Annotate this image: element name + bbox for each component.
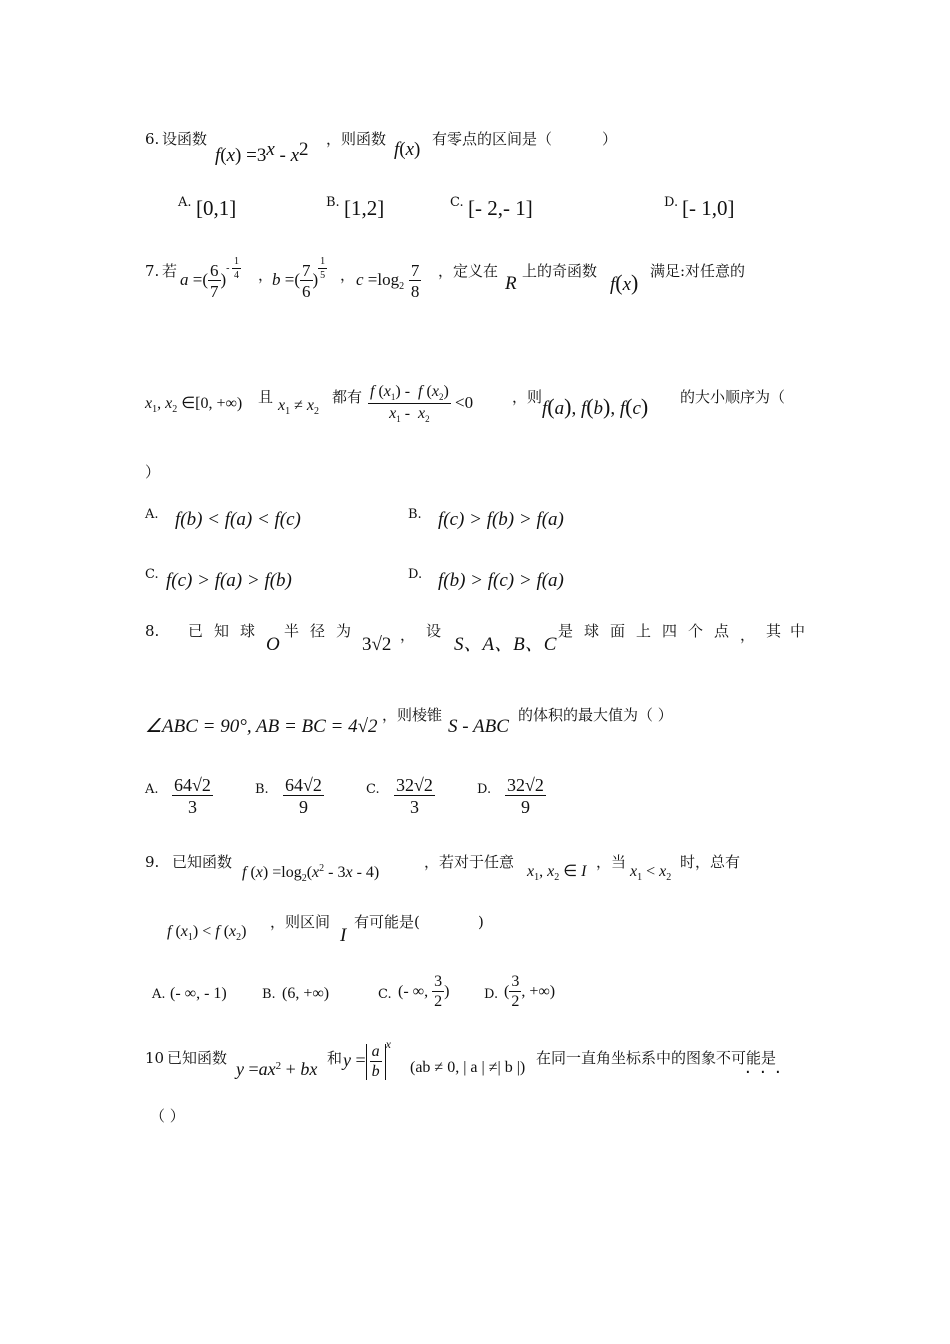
q7-set-r: R [505, 273, 517, 294]
q7-text-9: ） [145, 463, 161, 481]
q9-option-c-value: (- ∞, $\frac{3}{2}$ ) [398, 973, 450, 1010]
q8-option-b-num: 64√2 [285, 775, 322, 795]
q9-text-1: 已知函数 [172, 853, 233, 871]
q6-text-3: 有零点的区间是（ [432, 130, 553, 148]
q10-answer-paren: （ ） [150, 1107, 185, 1125]
q8-option-b-den: 9 [298, 797, 308, 817]
q6-option-c-label: C. [450, 195, 464, 210]
q8-number: 8. [145, 622, 160, 640]
q9-text-7: ) [478, 913, 484, 931]
emphasis-dot: · [775, 1062, 781, 1083]
q6-number: 6. [145, 130, 160, 148]
q9-number: 9. [145, 853, 160, 871]
q8-char: 球 [584, 622, 600, 640]
q8-char: 球 [240, 622, 256, 640]
q7-option-a-value: f(b) < f(a) < f(c) [175, 509, 301, 530]
q8-sphere-o: O [266, 634, 280, 655]
q7-condition-2: $x_1 \ne x_2$ [278, 397, 319, 417]
q8-option-c-den: 3 [409, 797, 419, 817]
q6-option-d-value: [- 1,0] [682, 196, 735, 220]
q9-condition-1: $x_1$, $x_2$ ∈ I [527, 863, 587, 883]
q10-expr-1: $y =ax^2$ + bx [236, 1059, 318, 1079]
q7-condition-1: $x_1$, $x_2$ ∈[0, +∞) [145, 395, 243, 415]
q9-interval-i: I [340, 925, 347, 946]
q6-text-2: ，则函数 [326, 130, 387, 148]
q8-option-d-den: 9 [520, 797, 530, 817]
q8-condition: ∠ABC = 90°, AB = BC = 4√2 [145, 716, 378, 737]
q9-text-4: 时，总有 [680, 853, 741, 871]
q8-char: 上 [636, 622, 652, 640]
q8-char: 点 [714, 622, 730, 640]
q8-radius: 3√2 [362, 634, 392, 655]
q9-text-6: 有可能是( [354, 913, 420, 931]
q8-char: 已 [188, 622, 204, 640]
q9-option-a-value: (- ∞, - 1) [170, 985, 227, 1002]
q10-text-3: 在同一直角坐标系中的图象不可能是 [536, 1049, 777, 1067]
q9-condition-3: f $(x_1) < f$ $(x_2)$ [167, 923, 247, 943]
q9-text-3: ，当 [596, 853, 627, 871]
q9-function-expr: f $(x) =\log_2(x^2 - 3x - 4)$ [242, 863, 380, 884]
q7-text-2: ，定义在 [438, 262, 499, 280]
q6-option-d-label: D. [664, 195, 679, 210]
q8-char: 径 [310, 622, 326, 640]
q8-char: 四 [662, 622, 678, 640]
q8-text-2: ，则棱锥 [382, 706, 443, 724]
q8-option-c-label: C. [366, 782, 380, 797]
q7-sep-1: ， [258, 266, 274, 284]
q8-option-b-label: B. [255, 782, 269, 797]
q8-char: ， [400, 626, 416, 644]
q8-char: 为 [336, 622, 352, 640]
q9-option-b-label: B. [262, 987, 276, 1002]
q9-text-5: ，则区间 [270, 913, 331, 931]
q8-char: 是 [558, 622, 574, 640]
q7-text-5: 且 [258, 388, 274, 406]
q8-char: 其 [766, 622, 782, 640]
q10-condition-text: (ab ≠ 0, | a | ≠| b |) [410, 1059, 526, 1076]
q7-option-a-label: A. [145, 507, 159, 522]
q10-text-1: 已知函数 [167, 1049, 228, 1067]
q7-option-b-value: f(c) > f(b) > f(a) [438, 509, 564, 530]
q9-text-2: ，若对于任意 [424, 853, 515, 871]
q8-option-a-den: 3 [187, 797, 197, 817]
q6-function-ref: f(x) [394, 139, 421, 160]
q8-char: 半 [284, 622, 300, 640]
q8-char: 设 [426, 622, 442, 640]
q10-text-2: 和 [327, 1049, 343, 1067]
q9-condition-2: $x_1 < x_2$ [630, 863, 672, 883]
q9-option-d-value: ( $\frac{3}{2}$ , +∞) [504, 973, 556, 1010]
q6-option-a-value: [0,1] [196, 196, 237, 220]
q8-option-d-value [505, 776, 546, 816]
q10-expr-2: y = $\frac{a}{b}$ $^x$ [343, 1037, 391, 1080]
q7-order-expr: f(a), f(b), f(c) [542, 394, 649, 419]
q7-c-expr: $c =\log_2$ $\frac{7}{8}$ [356, 261, 420, 301]
q8-option-a-value [172, 776, 213, 816]
q7-text-8: 的大小顺序为（ [680, 388, 786, 406]
q8-char: 中 [790, 622, 806, 640]
q9-option-d-label: D. [484, 987, 499, 1002]
q8-option-c-value [394, 776, 435, 816]
q8-option-a-num: 64√2 [174, 775, 211, 795]
emphasis-dot: · [745, 1062, 751, 1083]
q8-char: 个 [688, 622, 704, 640]
emphasis-dot: · [760, 1062, 766, 1083]
q7-sep-2: ， [340, 266, 356, 284]
q7-option-d-value: f(b) > f(c) > f(a) [438, 570, 564, 591]
q6-option-a-label: A. [178, 195, 192, 210]
q8-option-c-num: 32√2 [396, 775, 433, 795]
q7-b-expr: b =( $\frac{7}{6}$ ) $^{\frac{1}{5}}$ [272, 255, 326, 301]
q8-char: 面 [610, 622, 626, 640]
q6-function-expr: $f(x) =3^x - x^2$ [215, 139, 309, 166]
q6-option-b-value: [1,2] [344, 196, 385, 220]
q7-number: 7. [145, 262, 160, 280]
q8-pyramid: S - ABC [448, 716, 509, 737]
q9-option-b-value: (6, +∞) [282, 985, 330, 1002]
q7-function-ref: f(x) [610, 270, 639, 295]
q10-condition [410, 1060, 525, 1076]
q7-a-expr: a =( $\frac{6}{7}$ )$^{- \frac{1}{4}}$ [180, 255, 240, 301]
q6-text-4: ） [602, 130, 618, 148]
q9-option-c-label: C. [378, 987, 392, 1002]
q7-text-3: 上的奇函数 [522, 262, 598, 280]
q7-text-4: 满足:对任意的 [650, 262, 746, 280]
q7-option-c-label: C. [145, 567, 159, 582]
q8-points: S、A、B、C [454, 634, 557, 655]
q7-option-b-label: B. [408, 507, 422, 522]
q8-option-a-label: A. [145, 782, 159, 797]
q7-option-d-label: D. [408, 567, 423, 582]
q8-char: ， [740, 626, 756, 644]
q8-text-3: 的体积的最大值为（ ） [518, 706, 673, 724]
q8-option-b-value [283, 776, 324, 816]
q7-text-6: 都有 [332, 388, 363, 406]
q6-option-c-value: [- 2,- 1] [468, 196, 533, 220]
q7-inequality: $\frac{f (x_1) - f (x_2)}{x_1 - x_2}$ <0 [370, 383, 474, 425]
q7-text-7: ，则 [512, 388, 543, 406]
q8-char: 知 [214, 622, 230, 640]
q7-text-1: 若 [162, 262, 178, 280]
q10-number: 10 [145, 1049, 165, 1067]
q9-option-a-label: A. [152, 987, 166, 1002]
q8-option-d-label: D. [477, 782, 492, 797]
q8-option-d-num: 32√2 [507, 775, 544, 795]
q7-option-c-value: f(c) > f(a) > f(b) [166, 570, 292, 591]
q6-text-1: 设函数 [162, 130, 208, 148]
q6-option-b-label: B. [326, 195, 340, 210]
